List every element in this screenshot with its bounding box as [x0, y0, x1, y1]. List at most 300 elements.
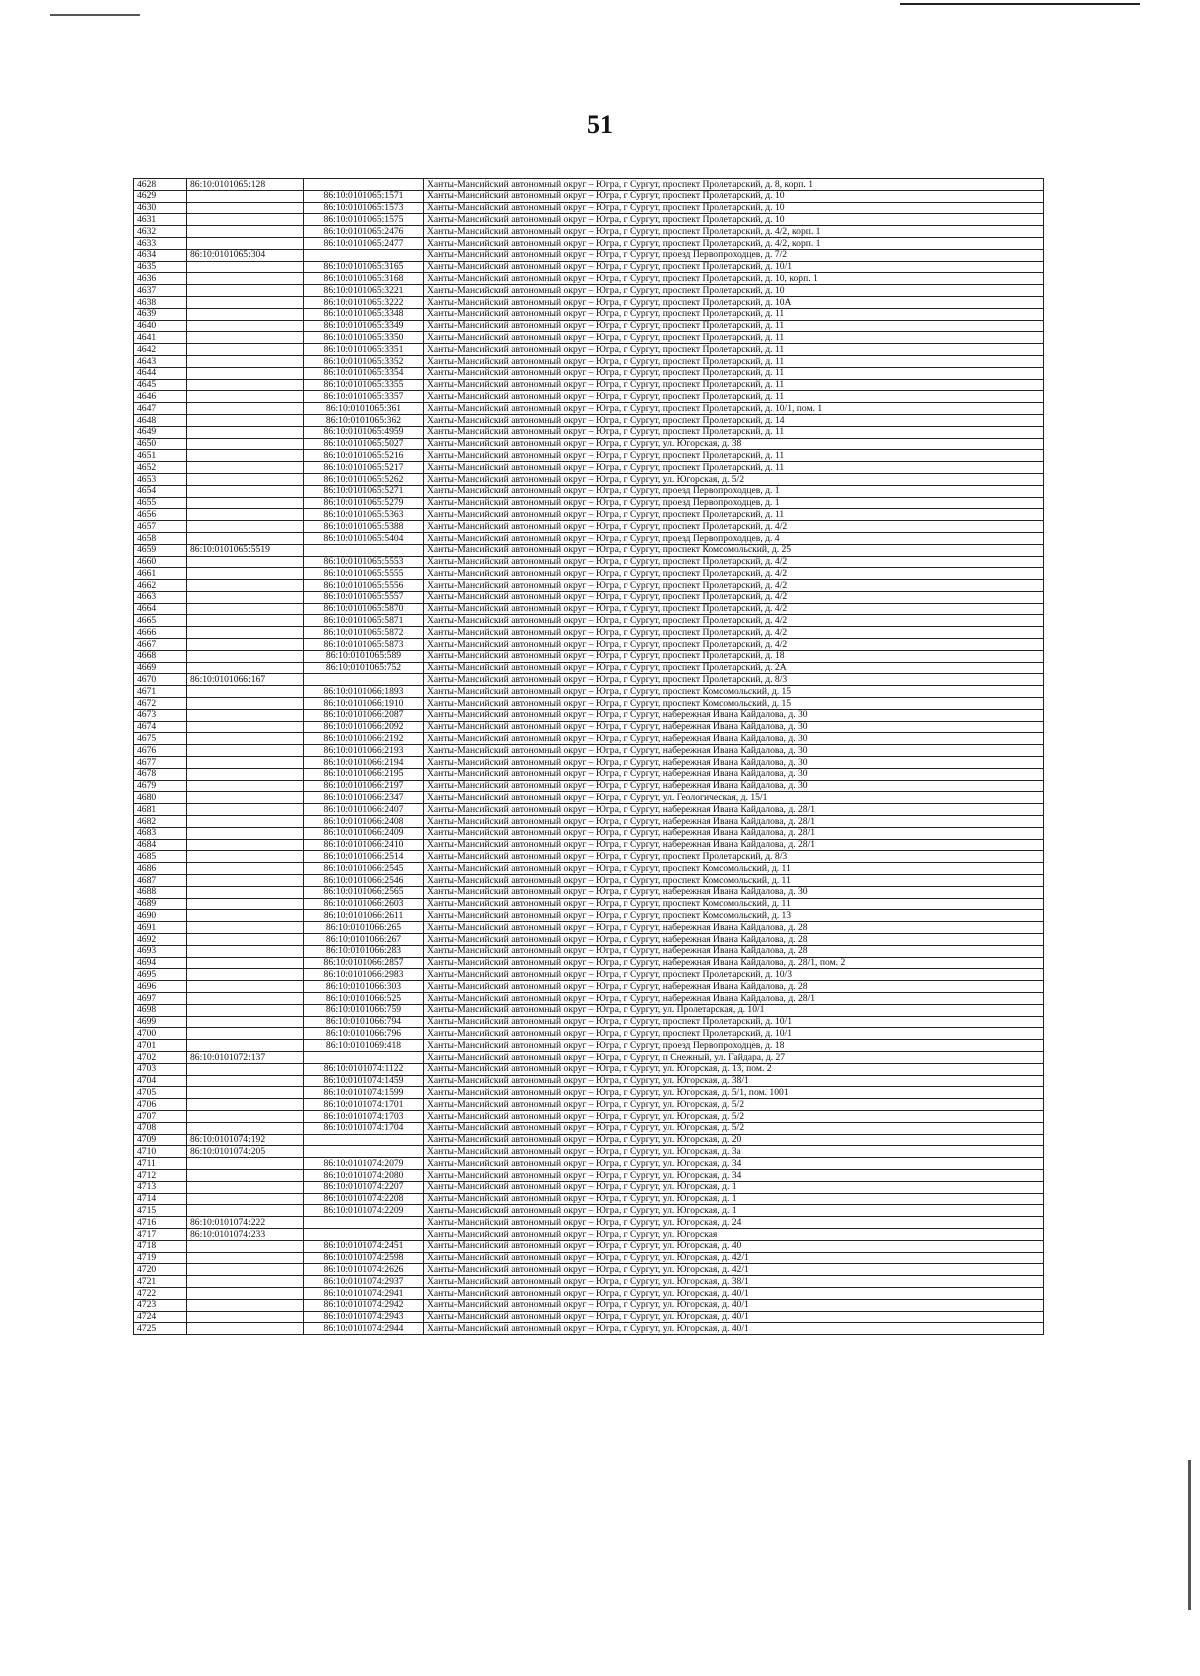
- object-number-cell: [304, 674, 424, 686]
- object-number-cell: 86:10:0101065:5404: [304, 532, 424, 544]
- row-number-cell: 4718: [134, 1240, 187, 1252]
- object-number-cell: 86:10:0101074:2207: [304, 1181, 424, 1193]
- row-number-cell: 4724: [134, 1311, 187, 1323]
- table-row: [134, 816, 1044, 828]
- object-number-cell: [304, 249, 424, 261]
- address-cell: Ханты-Мансийский автономный округ – Югра, г Сургут, ул. Югорская, д. 1: [424, 1193, 1044, 1205]
- table-row: [134, 1276, 1044, 1288]
- parcel-number-cell: [187, 886, 304, 898]
- row-number-cell: 4715: [134, 1205, 187, 1217]
- parcel-number-cell: [187, 1063, 304, 1075]
- row-number-cell: 4703: [134, 1063, 187, 1075]
- object-number-cell: 86:10:0101066:2603: [304, 898, 424, 910]
- object-number-cell: 86:10:0101065:5553: [304, 556, 424, 568]
- object-number-cell: 86:10:0101065:1575: [304, 214, 424, 226]
- object-number-cell: 86:10:0101066:2195: [304, 768, 424, 780]
- object-number-cell: 86:10:0101074:1459: [304, 1075, 424, 1087]
- address-cell: Ханты-Мансийский автономный округ – Югра, г Сургут, проспект Комсомольский, д. 15: [424, 698, 1044, 710]
- table-row: [134, 1169, 1044, 1181]
- table-row: [134, 1217, 1044, 1229]
- object-number-cell: 86:10:0101065:3349: [304, 320, 424, 332]
- parcel-number-cell: 86:10:0101065:128: [187, 179, 304, 191]
- object-number-cell: 86:10:0101065:5871: [304, 615, 424, 627]
- address-cell: Ханты-Мансийский автономный округ – Югра, г Сургут, проспект Пролетарский, д. 4/2: [424, 627, 1044, 639]
- row-number-cell: 4638: [134, 296, 187, 308]
- address-cell: Ханты-Мансийский автономный округ – Югра, г Сургут, проспект Пролетарский, д. 4/2: [424, 521, 1044, 533]
- address-cell: Ханты-Мансийский автономный округ – Югра, г Сургут, проспект Пролетарский, д. 4/2: [424, 568, 1044, 580]
- object-number-cell: 86:10:0101065:5872: [304, 627, 424, 639]
- object-number-cell: 86:10:0101074:2941: [304, 1287, 424, 1299]
- object-number-cell: 86:10:0101065:5279: [304, 497, 424, 509]
- row-number-cell: 4694: [134, 957, 187, 969]
- parcel-number-cell: [187, 521, 304, 533]
- parcel-number-cell: [187, 450, 304, 462]
- register-table: [133, 178, 1044, 1335]
- object-number-cell: 86:10:0101066:2192: [304, 733, 424, 745]
- address-cell: Ханты-Мансийский автономный округ – Югра, г Сургут, проспект Пролетарский, д. 4/2: [424, 556, 1044, 568]
- table-row: [134, 532, 1044, 544]
- address-cell: Ханты-Мансийский автономный округ – Югра, г Сургут, проспект Пролетарский, д. 8, корп. 1: [424, 179, 1044, 191]
- address-cell: Ханты-Мансийский автономный округ – Югра, г Сургут, проспект Пролетарский, д. 11: [424, 450, 1044, 462]
- object-number-cell: 86:10:0101065:362: [304, 414, 424, 426]
- table-row: [134, 403, 1044, 415]
- address-cell: Ханты-Мансийский автономный округ – Югра, г Сургут, проспект Пролетарский, д. 10/1: [424, 261, 1044, 273]
- object-number-cell: 86:10:0101074:2944: [304, 1323, 424, 1335]
- table-row: [134, 1264, 1044, 1276]
- address-cell: Ханты-Мансийский автономный округ – Югра, г Сургут, набережная Ивана Кайдалова, д. 30: [424, 733, 1044, 745]
- parcel-number-cell: [187, 839, 304, 851]
- table-row: [134, 910, 1044, 922]
- row-number-cell: 4710: [134, 1146, 187, 1158]
- address-cell: Ханты-Мансийский автономный округ – Югра, г Сургут, проспект Комсомольский, д. 25: [424, 544, 1044, 556]
- parcel-number-cell: 86:10:0101065:5519: [187, 544, 304, 556]
- address-cell: Ханты-Мансийский автономный округ – Югра, г Сургут, проспект Пролетарский, д. 4/2, корп. 1: [424, 226, 1044, 238]
- table-row: [134, 733, 1044, 745]
- address-cell: Ханты-Мансийский автономный округ – Югра, г Сургут, проспект Пролетарский, д. 10/1: [424, 1028, 1044, 1040]
- parcel-number-cell: [187, 438, 304, 450]
- address-cell: Ханты-Мансийский автономный округ – Югра, г Сургут, ул. Югорская, д. 40/1: [424, 1311, 1044, 1323]
- address-cell: Ханты-Мансийский автономный округ – Югра, г Сургут, проспект Пролетарский, д. 11: [424, 320, 1044, 332]
- object-number-cell: 86:10:0101066:303: [304, 981, 424, 993]
- row-number-cell: 4629: [134, 190, 187, 202]
- table-row: [134, 945, 1044, 957]
- row-number-cell: 4656: [134, 509, 187, 521]
- parcel-number-cell: [187, 922, 304, 934]
- address-cell: Ханты-Мансийский автономный округ – Югра, г Сургут, проспект Пролетарский, д. 11: [424, 509, 1044, 521]
- table-row: [134, 367, 1044, 379]
- object-number-cell: 86:10:0101066:2514: [304, 851, 424, 863]
- address-cell: Ханты-Мансийский автономный округ – Югра, г Сургут, набережная Ивана Кайдалова, д. 28/1: [424, 804, 1044, 816]
- row-number-cell: 4717: [134, 1228, 187, 1240]
- object-number-cell: 86:10:0101066:2545: [304, 863, 424, 875]
- address-cell: Ханты-Мансийский автономный округ – Югра, г Сургут, проспект Комсомольский, д. 11: [424, 875, 1044, 887]
- parcel-number-cell: [187, 1087, 304, 1099]
- row-number-cell: 4688: [134, 886, 187, 898]
- parcel-number-cell: [187, 1193, 304, 1205]
- parcel-number-cell: [187, 1276, 304, 1288]
- row-number-cell: 4711: [134, 1158, 187, 1170]
- object-number-cell: 86:10:0101066:2087: [304, 709, 424, 721]
- table-row: [134, 639, 1044, 651]
- address-cell: Ханты-Мансийский автономный округ – Югра, г Сургут, ул. Югорская, д. 38: [424, 438, 1044, 450]
- row-number-cell: 4650: [134, 438, 187, 450]
- object-number-cell: 86:10:0101074:2943: [304, 1311, 424, 1323]
- address-cell: Ханты-Мансийский автономный округ – Югра, г Сургут, ул. Югорская, д. 1: [424, 1181, 1044, 1193]
- table-row: [134, 792, 1044, 804]
- row-number-cell: 4648: [134, 414, 187, 426]
- address-cell: Ханты-Мансийский автономный округ – Югра, г Сургут, набережная Ивана Кайдалова, д. 30: [424, 745, 1044, 757]
- object-number-cell: 86:10:0101066:265: [304, 922, 424, 934]
- address-cell: Ханты-Мансийский автономный округ – Югра, г Сургут, проспект Пролетарский, д. 11: [424, 462, 1044, 474]
- address-cell: Ханты-Мансийский автономный округ – Югра, г Сургут, ул. Югорская, д. 40: [424, 1240, 1044, 1252]
- object-number-cell: [304, 1134, 424, 1146]
- address-cell: Ханты-Мансийский автономный округ – Югра, г Сургут, проспект Пролетарский, д. 4/2: [424, 615, 1044, 627]
- parcel-number-cell: [187, 355, 304, 367]
- parcel-number-cell: [187, 379, 304, 391]
- row-number-cell: 4695: [134, 969, 187, 981]
- row-number-cell: 4632: [134, 226, 187, 238]
- parcel-number-cell: [187, 945, 304, 957]
- address-cell: Ханты-Мансийский автономный округ – Югра, г Сургут, набережная Ивана Кайдалова, д. 30: [424, 721, 1044, 733]
- address-cell: Ханты-Мансийский автономный округ – Югра, г Сургут, проезд Первопроходцев, д. 7/2: [424, 249, 1044, 261]
- object-number-cell: 86:10:0101065:3354: [304, 367, 424, 379]
- table-row: [134, 1240, 1044, 1252]
- object-number-cell: [304, 1051, 424, 1063]
- object-number-cell: 86:10:0101066:2857: [304, 957, 424, 969]
- address-cell: Ханты-Мансийский автономный округ – Югра, г Сургут, проспект Пролетарский, д. 4/2: [424, 603, 1044, 615]
- parcel-number-cell: [187, 650, 304, 662]
- parcel-number-cell: [187, 1110, 304, 1122]
- row-number-cell: 4643: [134, 355, 187, 367]
- table-row: [134, 202, 1044, 214]
- parcel-number-cell: [187, 721, 304, 733]
- top-rule: [900, 3, 1140, 5]
- row-number-cell: 4630: [134, 202, 187, 214]
- address-cell: Ханты-Мансийский автономный округ – Югра, г Сургут, ул. Югорская, д. 20: [424, 1134, 1044, 1146]
- address-cell: Ханты-Мансийский автономный округ – Югра, г Сургут, проезд Первопроходцев, д. 4: [424, 532, 1044, 544]
- address-cell: Ханты-Мансийский автономный округ – Югра, г Сургут, проспект Пролетарский, д. 4/2: [424, 639, 1044, 651]
- row-number-cell: 4706: [134, 1099, 187, 1111]
- address-cell: Ханты-Мансийский автономный округ – Югра, г Сургут, проспект Пролетарский, д. 2А: [424, 662, 1044, 674]
- table-row: [134, 544, 1044, 556]
- row-number-cell: 4705: [134, 1087, 187, 1099]
- object-number-cell: 86:10:0101065:589: [304, 650, 424, 662]
- parcel-number-cell: [187, 414, 304, 426]
- table-row: [134, 179, 1044, 191]
- row-number-cell: 4642: [134, 344, 187, 356]
- parcel-number-cell: 86:10:0101074:192: [187, 1134, 304, 1146]
- object-number-cell: 86:10:0101065:5027: [304, 438, 424, 450]
- address-cell: Ханты-Мансийский автономный округ – Югра, г Сургут, проспект Пролетарский, д. 11: [424, 367, 1044, 379]
- table-row: [134, 969, 1044, 981]
- address-cell: Ханты-Мансийский автономный округ – Югра, г Сургут, проспект Пролетарский, д. 14: [424, 414, 1044, 426]
- row-number-cell: 4692: [134, 934, 187, 946]
- row-number-cell: 4660: [134, 556, 187, 568]
- table-row: [134, 875, 1044, 887]
- row-number-cell: 4683: [134, 827, 187, 839]
- table-row: [134, 190, 1044, 202]
- parcel-number-cell: [187, 391, 304, 403]
- row-number-cell: 4676: [134, 745, 187, 757]
- scan-mark-left: [50, 14, 140, 16]
- address-cell: Ханты-Мансийский автономный округ – Югра, г Сургут, ул. Югорская, д. 13, пом. 2: [424, 1063, 1044, 1075]
- parcel-number-cell: 86:10:0101072:137: [187, 1051, 304, 1063]
- row-number-cell: 4657: [134, 521, 187, 533]
- table-row: [134, 414, 1044, 426]
- row-number-cell: 4709: [134, 1134, 187, 1146]
- address-cell: Ханты-Мансийский автономный округ – Югра, г Сургут, набережная Ивана Кайдалова, д. 30: [424, 780, 1044, 792]
- table-row: [134, 1146, 1044, 1158]
- address-cell: Ханты-Мансийский автономный округ – Югра, г Сургут, ул. Югорская: [424, 1228, 1044, 1240]
- table-row: [134, 922, 1044, 934]
- object-number-cell: 86:10:0101074:1704: [304, 1122, 424, 1134]
- object-number-cell: 86:10:0101074:2080: [304, 1169, 424, 1181]
- row-number-cell: 4702: [134, 1051, 187, 1063]
- table-row: [134, 603, 1044, 615]
- table-row: [134, 886, 1044, 898]
- table-row: [134, 485, 1044, 497]
- object-number-cell: 86:10:0101066:2407: [304, 804, 424, 816]
- parcel-number-cell: [187, 603, 304, 615]
- parcel-number-cell: [187, 816, 304, 828]
- table-row: [134, 237, 1044, 249]
- row-number-cell: 4721: [134, 1276, 187, 1288]
- table-row: [134, 662, 1044, 674]
- object-number-cell: 86:10:0101065:3355: [304, 379, 424, 391]
- object-number-cell: 86:10:0101074:2598: [304, 1252, 424, 1264]
- address-cell: Ханты-Мансийский автономный округ – Югра, г Сургут, проспект Пролетарский, д. 4/2: [424, 591, 1044, 603]
- table-row: [134, 450, 1044, 462]
- table-row: [134, 462, 1044, 474]
- table-row: [134, 827, 1044, 839]
- parcel-number-cell: [187, 308, 304, 320]
- table-row: [134, 934, 1044, 946]
- address-cell: Ханты-Мансийский автономный округ – Югра, г Сургут, ул. Югорская, д. 5/2: [424, 473, 1044, 485]
- address-cell: Ханты-Мансийский автономный округ – Югра, г Сургут, ул. Югорская, д. 34: [424, 1158, 1044, 1170]
- row-number-cell: 4661: [134, 568, 187, 580]
- address-cell: Ханты-Мансийский автономный округ – Югра, г Сургут, набережная Ивана Кайдалова, д. 28/1: [424, 992, 1044, 1004]
- object-number-cell: 86:10:0101066:2347: [304, 792, 424, 804]
- table-row: [134, 851, 1044, 863]
- table-row: [134, 1158, 1044, 1170]
- table-row: [134, 249, 1044, 261]
- row-number-cell: 4722: [134, 1287, 187, 1299]
- object-number-cell: [304, 1217, 424, 1229]
- object-number-cell: 86:10:0101066:267: [304, 934, 424, 946]
- object-number-cell: 86:10:0101065:1571: [304, 190, 424, 202]
- row-number-cell: 4637: [134, 285, 187, 297]
- object-number-cell: 86:10:0101074:1599: [304, 1087, 424, 1099]
- parcel-number-cell: [187, 934, 304, 946]
- table-row: [134, 379, 1044, 391]
- address-cell: Ханты-Мансийский автономный округ – Югра, г Сургут, проспект Комсомольский, д. 15: [424, 686, 1044, 698]
- row-number-cell: 4704: [134, 1075, 187, 1087]
- table-row: [134, 1252, 1044, 1264]
- parcel-number-cell: [187, 591, 304, 603]
- address-cell: Ханты-Мансийский автономный округ – Югра, г Сургут, проспект Пролетарский, д. 18: [424, 650, 1044, 662]
- table-row: [134, 1205, 1044, 1217]
- object-number-cell: 86:10:0101074:1701: [304, 1099, 424, 1111]
- object-number-cell: 86:10:0101065:5388: [304, 521, 424, 533]
- table-row: [134, 261, 1044, 273]
- object-number-cell: 86:10:0101065:3350: [304, 332, 424, 344]
- object-number-cell: 86:10:0101066:2409: [304, 827, 424, 839]
- object-number-cell: 86:10:0101066:2408: [304, 816, 424, 828]
- row-number-cell: 4651: [134, 450, 187, 462]
- table-row: [134, 768, 1044, 780]
- row-number-cell: 4719: [134, 1252, 187, 1264]
- row-number-cell: 4674: [134, 721, 187, 733]
- parcel-number-cell: [187, 332, 304, 344]
- table-row: [134, 355, 1044, 367]
- parcel-number-cell: [187, 981, 304, 993]
- address-cell: Ханты-Мансийский автономный округ – Югра, г Сургут, проспект Пролетарский, д. 10/1, пом. 1: [424, 403, 1044, 415]
- table-row: [134, 1122, 1044, 1134]
- parcel-number-cell: [187, 1075, 304, 1087]
- table-row: [134, 1063, 1044, 1075]
- object-number-cell: 86:10:0101066:1893: [304, 686, 424, 698]
- row-number-cell: 4635: [134, 261, 187, 273]
- object-number-cell: 86:10:0101065:1573: [304, 202, 424, 214]
- parcel-number-cell: [187, 556, 304, 568]
- address-cell: Ханты-Мансийский автономный округ – Югра, г Сургут, проспект Пролетарский, д. 11: [424, 379, 1044, 391]
- object-number-cell: 86:10:0101065:5555: [304, 568, 424, 580]
- table-row: [134, 1193, 1044, 1205]
- table-row: [134, 698, 1044, 710]
- parcel-number-cell: [187, 957, 304, 969]
- parcel-number-cell: [187, 367, 304, 379]
- address-cell: Ханты-Мансийский автономный округ – Югра, г Сургут, проспект Комсомольский, д. 13: [424, 910, 1044, 922]
- address-cell: Ханты-Мансийский автономный округ – Югра, г Сургут, проспект Пролетарский, д. 10: [424, 214, 1044, 226]
- parcel-number-cell: [187, 1264, 304, 1276]
- parcel-number-cell: [187, 1205, 304, 1217]
- address-cell: Ханты-Мансийский автономный округ – Югра, г Сургут, проезд Первопроходцев, д. 1: [424, 485, 1044, 497]
- parcel-number-cell: [187, 792, 304, 804]
- address-cell: Ханты-Мансийский автономный округ – Югра, г Сургут, набережная Ивана Кайдалова, д. 28: [424, 922, 1044, 934]
- address-cell: Ханты-Мансийский автономный округ – Югра, г Сургут, ул. Югорская, д. 34: [424, 1169, 1044, 1181]
- row-number-cell: 4667: [134, 639, 187, 651]
- parcel-number-cell: [187, 285, 304, 297]
- parcel-number-cell: 86:10:0101074:205: [187, 1146, 304, 1158]
- row-number-cell: 4640: [134, 320, 187, 332]
- table-row: [134, 1051, 1044, 1063]
- row-number-cell: 4697: [134, 992, 187, 1004]
- address-cell: Ханты-Мансийский автономный округ – Югра, г Сургут, проспект Пролетарский, д. 10: [424, 285, 1044, 297]
- object-number-cell: 86:10:0101066:2983: [304, 969, 424, 981]
- table-row: [134, 1040, 1044, 1052]
- row-number-cell: 4700: [134, 1028, 187, 1040]
- address-cell: Ханты-Мансийский автономный округ – Югра, г Сургут, ул. Югорская, д. 38/1: [424, 1276, 1044, 1288]
- parcel-number-cell: [187, 403, 304, 415]
- row-number-cell: 4720: [134, 1264, 187, 1276]
- object-number-cell: 86:10:0101074:2079: [304, 1158, 424, 1170]
- table-row: [134, 426, 1044, 438]
- object-number-cell: 86:10:0101065:3348: [304, 308, 424, 320]
- parcel-number-cell: [187, 898, 304, 910]
- address-cell: Ханты-Мансийский автономный округ – Югра, г Сургут, ул. Югорская, д. 5/2: [424, 1110, 1044, 1122]
- row-number-cell: 4634: [134, 249, 187, 261]
- object-number-cell: 86:10:0101065:5262: [304, 473, 424, 485]
- parcel-number-cell: [187, 757, 304, 769]
- object-number-cell: 86:10:0101065:752: [304, 662, 424, 674]
- parcel-number-cell: [187, 462, 304, 474]
- table-row: [134, 521, 1044, 533]
- address-cell: Ханты-Мансийский автономный округ – Югра, г Сургут, проспект Пролетарский, д. 10А: [424, 296, 1044, 308]
- parcel-number-cell: 86:10:0101074:233: [187, 1228, 304, 1240]
- row-number-cell: 4662: [134, 580, 187, 592]
- object-number-cell: 86:10:0101065:5556: [304, 580, 424, 592]
- parcel-number-cell: [187, 1299, 304, 1311]
- parcel-number-cell: [187, 580, 304, 592]
- row-number-cell: 4679: [134, 780, 187, 792]
- row-number-cell: 4716: [134, 1217, 187, 1229]
- parcel-number-cell: [187, 426, 304, 438]
- row-number-cell: 4713: [134, 1181, 187, 1193]
- table-row: [134, 615, 1044, 627]
- parcel-number-cell: [187, 190, 304, 202]
- table-row: [134, 745, 1044, 757]
- parcel-number-cell: [187, 698, 304, 710]
- table-row: [134, 285, 1044, 297]
- row-number-cell: 4658: [134, 532, 187, 544]
- address-cell: Ханты-Мансийский автономный округ – Югра, г Сургут, ул. Югорская, д. 5/2: [424, 1099, 1044, 1111]
- address-cell: Ханты-Мансийский автономный округ – Югра, г Сургут, ул. Югорская, д. 3а: [424, 1146, 1044, 1158]
- address-cell: Ханты-Мансийский автономный округ – Югра, г Сургут, набережная Ивана Кайдалова, д. 30: [424, 886, 1044, 898]
- address-cell: Ханты-Мансийский автономный округ – Югра, г Сургут, проспект Пролетарский, д. 4/2, корп. 1: [424, 237, 1044, 249]
- address-cell: Ханты-Мансийский автономный округ – Югра, г Сургут, проспект Пролетарский, д. 11: [424, 426, 1044, 438]
- parcel-number-cell: [187, 1099, 304, 1111]
- address-cell: Ханты-Мансийский автономный округ – Югра, г Сургут, набережная Ивана Кайдалова, д. 28/1: [424, 816, 1044, 828]
- table-row: [134, 1299, 1044, 1311]
- parcel-number-cell: [187, 1122, 304, 1134]
- row-number-cell: 4636: [134, 273, 187, 285]
- table-row: [134, 627, 1044, 639]
- parcel-number-cell: [187, 214, 304, 226]
- object-number-cell: 86:10:0101066:2611: [304, 910, 424, 922]
- address-cell: Ханты-Мансийский автономный округ – Югра, г Сургут, проспект Пролетарский, д. 10, корп. 1: [424, 273, 1044, 285]
- address-cell: Ханты-Мансийский автономный округ – Югра, г Сургут, проспект Пролетарский, д. 11: [424, 308, 1044, 320]
- parcel-number-cell: [187, 804, 304, 816]
- object-number-cell: 86:10:0101065:3222: [304, 296, 424, 308]
- table-row: [134, 721, 1044, 733]
- table-row: [134, 757, 1044, 769]
- address-cell: Ханты-Мансийский автономный округ – Югра, г Сургут, проспект Пролетарский, д. 10/1: [424, 1016, 1044, 1028]
- address-cell: Ханты-Мансийский автономный округ – Югра, г Сургут, проезд Первопроходцев, д. 18: [424, 1040, 1044, 1052]
- object-number-cell: 86:10:0101065:5271: [304, 485, 424, 497]
- row-number-cell: 4645: [134, 379, 187, 391]
- object-number-cell: 86:10:0101066:2194: [304, 757, 424, 769]
- address-cell: Ханты-Мансийский автономный округ – Югра, г Сургут, п Снежный, ул. Гайдара, д. 27: [424, 1051, 1044, 1063]
- page-number: 51: [587, 110, 613, 139]
- row-number-cell: 4696: [134, 981, 187, 993]
- parcel-number-cell: [187, 532, 304, 544]
- table-row: [134, 674, 1044, 686]
- parcel-number-cell: [187, 615, 304, 627]
- object-number-cell: 86:10:0101074:2626: [304, 1264, 424, 1276]
- table-row: [134, 509, 1044, 521]
- parcel-number-cell: [187, 1287, 304, 1299]
- object-number-cell: 86:10:0101074:1122: [304, 1063, 424, 1075]
- address-cell: Ханты-Мансийский автономный округ – Югра, г Сургут, ул. Югорская, д. 38/1: [424, 1075, 1044, 1087]
- register-table-body: [134, 179, 1044, 1335]
- parcel-number-cell: [187, 273, 304, 285]
- parcel-number-cell: [187, 1004, 304, 1016]
- table-row: [134, 1323, 1044, 1335]
- row-number-cell: 4689: [134, 898, 187, 910]
- table-row: [134, 591, 1044, 603]
- table-row: [134, 497, 1044, 509]
- object-number-cell: 86:10:0101066:2410: [304, 839, 424, 851]
